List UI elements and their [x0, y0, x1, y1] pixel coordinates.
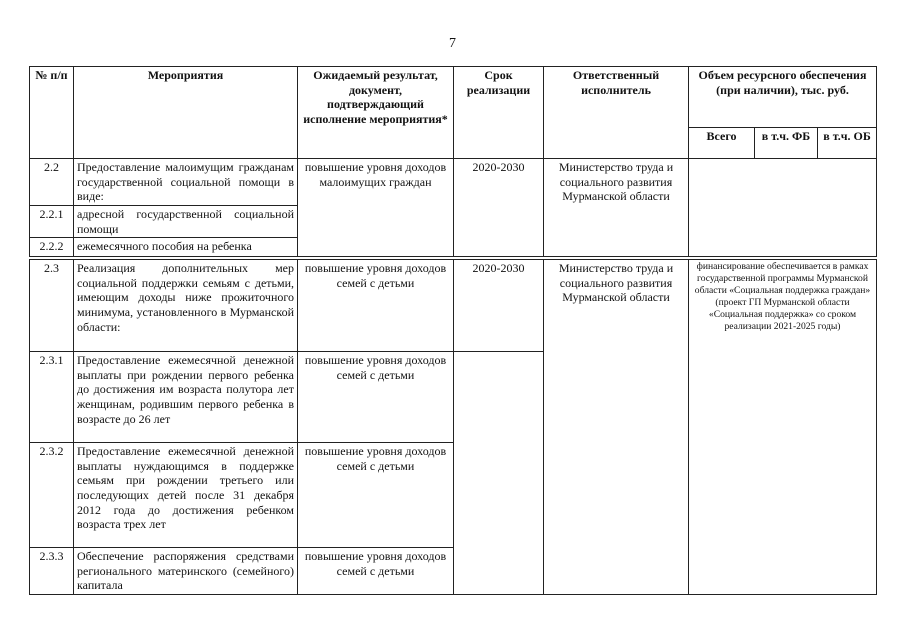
row-measure: Предоставление ежемесячной денежной выплаты при рождении первого ребенка до достижения им возраста полутора лет женщинам, родившим первого ребенка в возрасте до 26 лет [74, 352, 298, 443]
row-term-empty [454, 352, 544, 595]
row-number: 2.2.2 [30, 238, 74, 257]
row-term: 2020-2030 [454, 260, 544, 352]
table-row [30, 159, 877, 206]
row-measure: адресной государственной социальной помощи [74, 206, 298, 238]
row-measure: Предоставление малоимущим гражданам государственной социальной помощи в виде: [74, 159, 298, 206]
row-expected-result: повышение уровня доходов семей с детьми [298, 260, 454, 352]
row-number: 2.3.1 [30, 352, 74, 443]
header-term: Срок реализации [454, 67, 544, 159]
row-measure: Обеспечение распоряжения средствами регионального материнского (семейного) капитала [74, 548, 298, 595]
header-fb: в т.ч. ФБ [755, 128, 818, 159]
table-row [30, 260, 877, 352]
row-number: 2.2.1 [30, 206, 74, 238]
row-expected-result: повышение уровня доходов семей с детьми [298, 443, 454, 548]
row-executor: Министерство труда и социального развития Мурманской области [544, 260, 689, 595]
header-expected-result: Ожидаемый результат, документ, подтверждающий исполнение мероприятия* [298, 67, 454, 159]
row-expected-result: повышение уровня доходов семей с детьми [298, 548, 454, 595]
row-measure: ежемесячного пособия на ребенка [74, 238, 298, 257]
header-executor: Ответственный исполнитель [544, 67, 689, 159]
row-number: 2.3.2 [30, 443, 74, 548]
header-measures: Мероприятия [74, 67, 298, 159]
page-number: 7 [449, 36, 456, 51]
row-expected-result: повышение уровня доходов малоимущих граждан [298, 159, 454, 257]
header-row-1 [30, 67, 877, 128]
row-measure: Предоставление ежемесячной денежной выплаты нуждающимся в поддержке семьям при рождении третьего или последующих детей после 31 декабря 2012 года до достижения ребенком возраста трех лет [74, 443, 298, 548]
row-measure: Реализация дополнительных мер социальной поддержки семьям с детьми, имеющим доходы ниже прожиточного минимума, установленного в Мурманской области: [74, 260, 298, 352]
row-funding-empty [689, 159, 877, 257]
funding-note: финансирование обеспечивается в рамках государственной программы Мурманской области «Социальная поддержка граждан» (проект ГП Мурманской области «Социальная поддержка» со сроком реализации 2021-2025 годы) [689, 260, 877, 595]
row-term: 2020-2030 [454, 159, 544, 257]
row-number: 2.2 [30, 159, 74, 206]
row-executor: Министерство труда и социального развития Мурманской области [544, 159, 689, 257]
measures-table [29, 66, 877, 595]
row-number: 2.3.3 [30, 548, 74, 595]
header-num: № п/п [30, 67, 74, 159]
header-total: Всего [689, 128, 755, 159]
header-ob: в т.ч. ОБ [818, 128, 877, 159]
header-volume: Объем ресурсного обеспечения (при наличии), тыс. руб. [689, 67, 877, 128]
row-expected-result: повышение уровня доходов семей с детьми [298, 352, 454, 443]
row-number: 2.3 [30, 260, 74, 352]
